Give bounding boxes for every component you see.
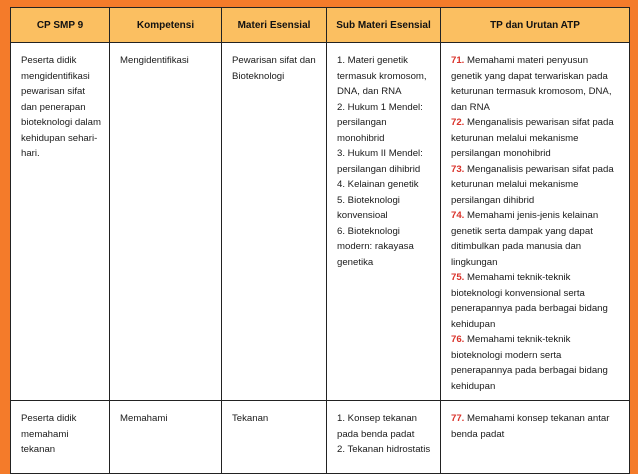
cell-sub-materi xyxy=(327,43,441,401)
atp-item xyxy=(451,208,621,270)
cell-materi-esensial: Pewarisan sifat dan Bioteknologi xyxy=(222,43,327,401)
cell-atp xyxy=(441,401,630,474)
table-row xyxy=(11,401,630,474)
sub-materi-item: 1. Materi genetik termasuk kromosom, DNA, dan RNA xyxy=(337,55,427,97)
atp-number: 72. xyxy=(451,117,465,128)
sub-materi-item: 5. Bioteknologi konvensioal xyxy=(337,194,400,221)
atp-table xyxy=(10,7,630,474)
table-header-row xyxy=(11,8,630,43)
atp-number: 76. xyxy=(451,334,465,345)
sub-materi-item: 2. Hukum 1 Mendel: persilangan monohibrid xyxy=(337,101,423,144)
cell-atp xyxy=(441,43,630,401)
atp-item xyxy=(451,332,621,394)
atp-text: Memahami materi penyusun genetik yang dapat terwariskan pada keturunan termasuk kromosom, DNA, dan RNA xyxy=(451,55,612,113)
atp-text: Memahami konsep tekanan antar benda padat xyxy=(451,413,610,440)
cell-cp: Peserta didik memahami tekanan xyxy=(11,401,110,474)
sub-materi-item: 6. Bioteknologi modern: rakayasa genetika xyxy=(337,225,414,268)
header-materi-esensial: Materi Esensial xyxy=(222,8,327,43)
atp-item xyxy=(451,162,621,209)
atp-number: 77. xyxy=(451,413,465,424)
atp-text: Menganalisis pewarisan sifat pada keturunan melalui mekanisme persilangan dihibrid xyxy=(451,163,614,206)
atp-number: 73. xyxy=(451,163,465,175)
atp-text: Memahami teknik-teknik bioteknologi konvensional serta penerapannya pada berbagai bidang kehidupan xyxy=(451,272,608,330)
cell-kompetensi: Memahami xyxy=(110,401,222,474)
cell-materi-esensial: Tekanan xyxy=(222,401,327,474)
atp-text: Memahami teknik-teknik bioteknologi modern serta penerapannya pada berbagai bidang kehidupan xyxy=(451,334,608,392)
atp-number: 74. xyxy=(451,210,465,221)
atp-table-frame xyxy=(10,7,629,455)
atp-item xyxy=(451,115,621,162)
atp-item xyxy=(451,270,621,332)
table-row xyxy=(11,43,630,401)
sub-materi-item: 2. Tekanan hidrostatis xyxy=(337,444,431,455)
sub-materi-item: 3. Hukum II Mendel: persilangan dihibrid xyxy=(337,148,423,175)
atp-text: Menganalisis pewarisan sifat pada keturunan melalui mekanisme persilangan monohibrid xyxy=(451,117,614,159)
atp-item xyxy=(451,53,621,115)
atp-text: Memahami jenis-jenis kelainan genetik serta dampak yang dapat ditimbulkan pada manusia dan lingkungan xyxy=(451,210,599,268)
cell-cp: Peserta didik mengidentifikasi pewarisan sifat dan penerapan bioteknologi dalam kehidupan sehari-hari. xyxy=(11,43,110,401)
cell-kompetensi: Mengidentifikasi xyxy=(110,43,222,401)
sub-materi-item: 4. Kelainan genetik xyxy=(337,179,419,190)
header-sub-materi-esensial: Sub Materi Esensial xyxy=(327,8,441,43)
header-kompetensi: Kompetensi xyxy=(110,8,222,43)
sub-materi-item: 1. Konsep tekanan pada benda padat xyxy=(337,413,418,440)
atp-number: 71. xyxy=(451,55,465,66)
cell-sub-materi xyxy=(327,401,441,474)
header-cp: CP SMP 9 xyxy=(11,8,110,43)
atp-item xyxy=(451,411,621,442)
header-tp-atp: TP dan Urutan ATP xyxy=(441,8,630,43)
atp-number: 75. xyxy=(451,272,465,283)
